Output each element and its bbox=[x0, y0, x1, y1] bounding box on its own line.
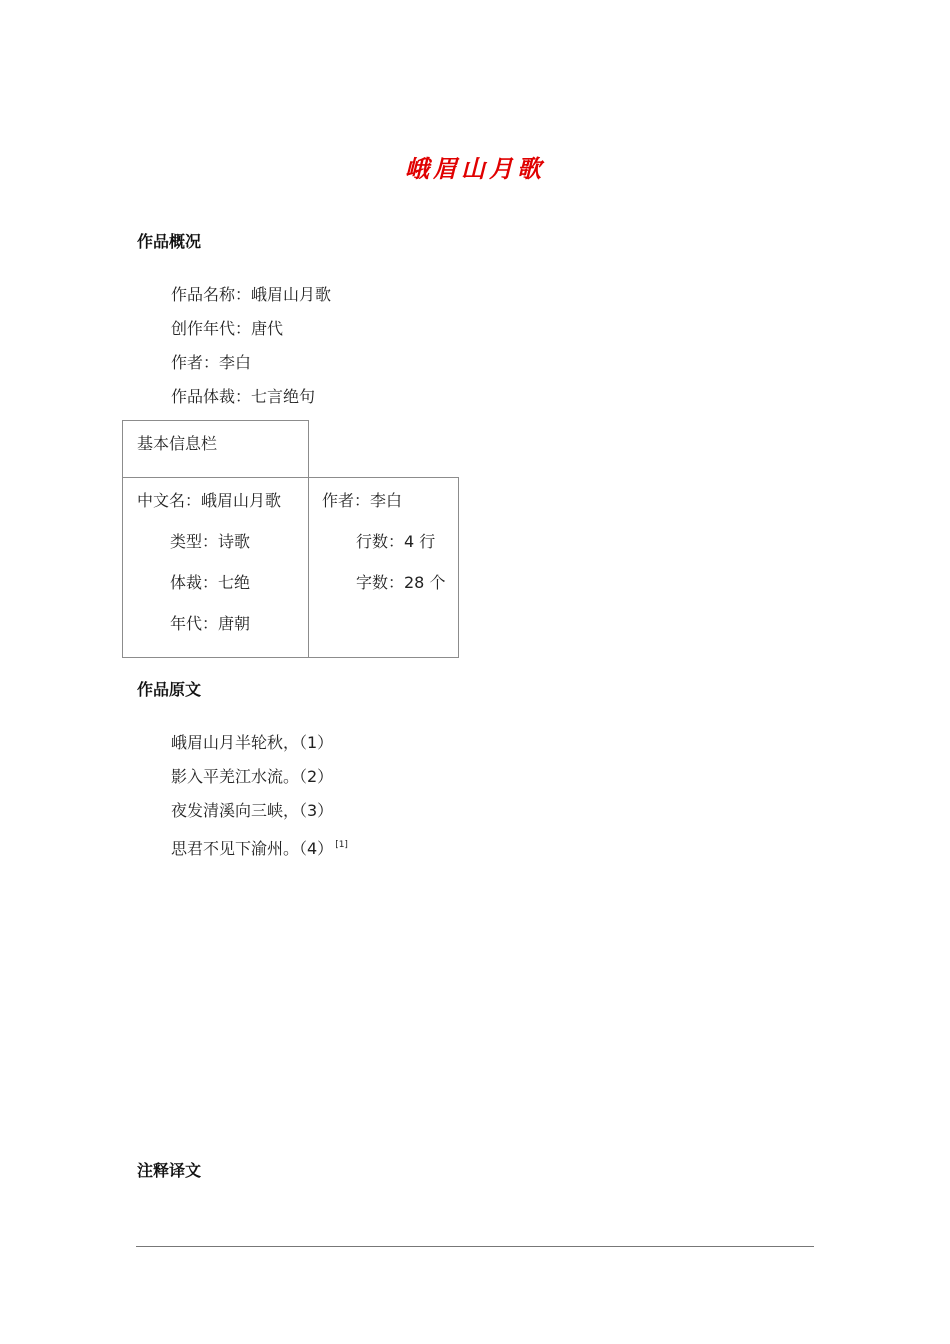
poem-line-text: 思君不见下渝州。（4） bbox=[171, 839, 334, 858]
info-field-era: 年代：唐朝 bbox=[170, 614, 251, 633]
overview-line: 作者：李白 bbox=[171, 353, 252, 372]
section-heading-notes: 注释译文 bbox=[137, 1161, 202, 1180]
overview-line: 作品名称：峨眉山月歌 bbox=[171, 285, 332, 304]
overview-line: 创作年代：唐代 bbox=[171, 319, 284, 338]
info-field-line-count: 行数：4 行 bbox=[356, 532, 436, 551]
poem-line: 影入平羌江水流。（2） bbox=[171, 767, 334, 786]
poem-line: 峨眉山月半轮秋，（1） bbox=[171, 733, 334, 752]
info-field-author: 作者：李白 bbox=[322, 491, 403, 510]
overview-line: 作品体裁：七言绝句 bbox=[171, 387, 316, 406]
reference-link[interactable]: [1] bbox=[335, 840, 348, 850]
poem-line: 夜发清溪向三峡，（3） bbox=[171, 801, 334, 820]
info-field-char-count: 字数：28 个 bbox=[356, 573, 446, 592]
footer-divider bbox=[136, 1246, 814, 1247]
info-table-header: 基本信息栏 bbox=[137, 434, 218, 453]
info-field-chinese-name: 中文名：峨眉山月歌 bbox=[137, 491, 282, 510]
info-field-genre: 体裁：七绝 bbox=[170, 573, 251, 592]
section-heading-overview: 作品概况 bbox=[137, 232, 202, 251]
section-heading-original-text: 作品原文 bbox=[137, 680, 202, 699]
page-title: 峨眉山月歌 bbox=[405, 154, 545, 183]
info-field-type: 类型：诗歌 bbox=[170, 532, 251, 551]
poem-line-last bbox=[171, 834, 348, 860]
